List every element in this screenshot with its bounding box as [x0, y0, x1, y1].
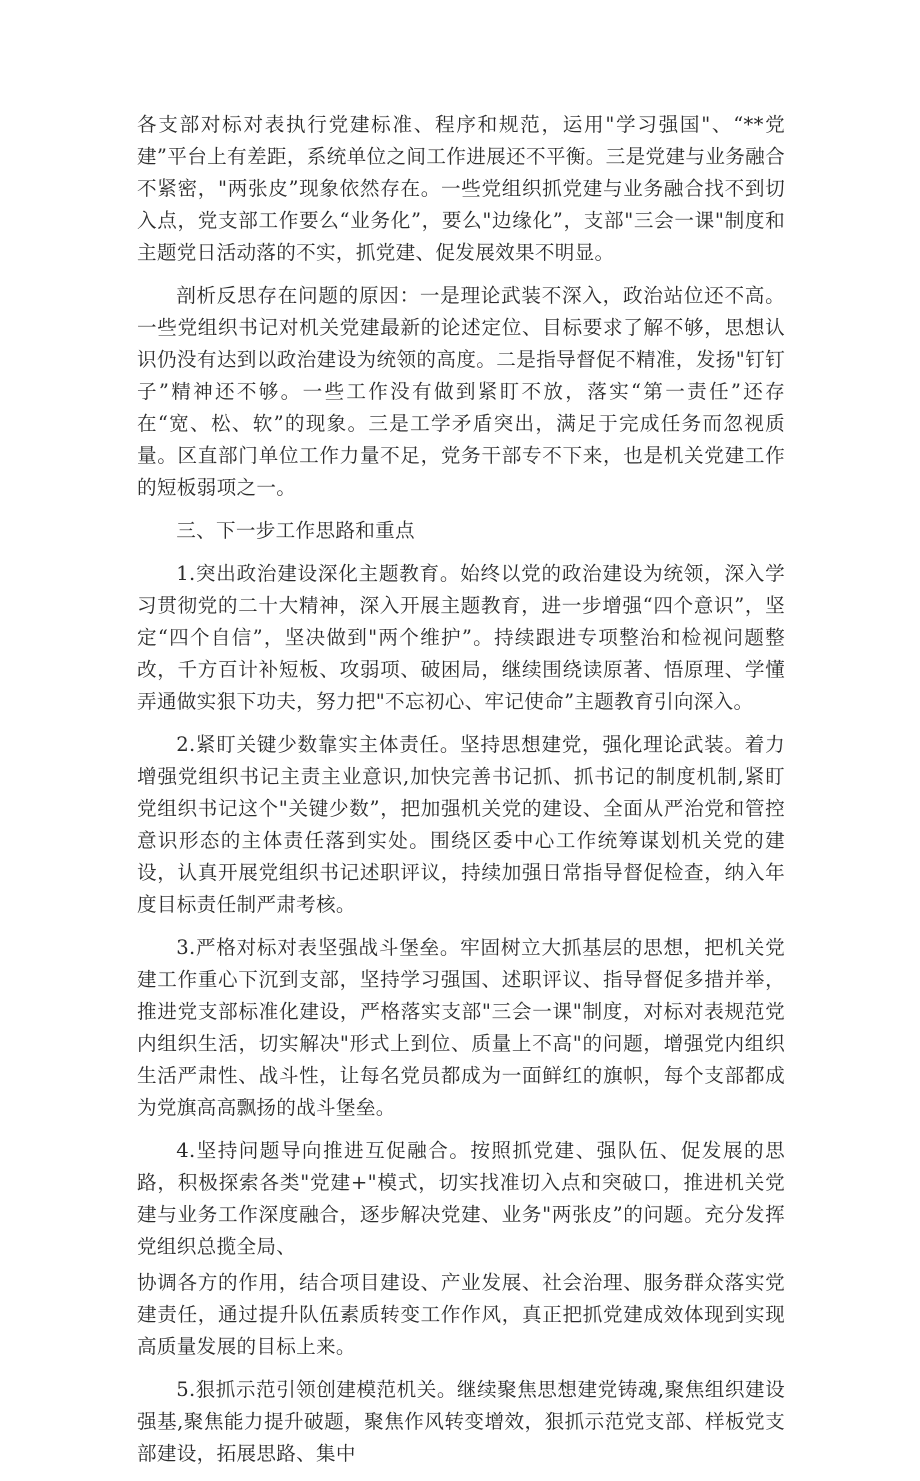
paragraph-cause-analysis: 剖析反思存在问题的原因：一是理论武装不深入，政治站位还不高。一些党组织书记对机关党建最新的论述定位、目标要求了解不够，思想认识仍没有达到以政治建设为统领的高度。二是指导督促不精准，发扬"钉钉子”精神还不够。一些工作没有做到紧盯不放，落实“第一责任”还存在“宽、松、软”的现象。三是工学矛盾突出，满足于完成任务而忽视质量。区直部门单位工作力量不足，党务干部专不下来，也是机关党建工作的短板弱项之一。	[137, 284, 785, 499]
document-body	[137, 109, 785, 1481]
paragraph-item-1-political-building: 1.突出政治建设深化主题教育。始终以党的政治建设为统领，深入学习贯彻党的二十大精神，深入开展主题教育，进一步增强“四个意识”，坚定“四个自信”，坚决做到"两个维护”。持续跟进专项整治和检视问题整改，千方百计补短板、攻弱项、破困局，继续围绕读原著、悟原理、学懂弄通做实狠下功夫，努力把"不忘初心、牢记使命”主题教育引向深入。	[137, 562, 785, 713]
paragraph-item-2-key-minority: 2.紧盯关键少数靠实主体责任。坚持思想建党，强化理论武装。着力增强党组织书记主责主业意识,加快完善书记抓、抓书记的制度机制,紧盯党组织书记这个"关键少数”，把加强机关党的建设、全面从严治党和管控意识形态的主体责任落到实处。围绕区委中心工作统筹谋划机关党的建设，认真开展党组织书记述职评议，持续加强日常指导督促检查，纳入年度目标责任制严肃考核。	[137, 733, 785, 916]
paragraph-branch-standards: 各支部对标对表执行党建标准、程序和规范，运用"学习强国"、“**党建”平台上有差距，系统单位之间工作进展还不平衡。三是党建与业务融合不紧密，"两张皮”现象依然存在。一些党组织抓党建与业务融合找不到切入点，党支部工作要么“业务化”，要么"边缘化”，支部"三会一课"制度和主题党日活动落的不实，抓党建、促发展效果不明显。	[137, 113, 785, 264]
paragraph-item-3-battle-fortress: 3.严格对标对表坚强战斗堡垒。牢固树立大抓基层的思想，把机关党建工作重心下沉到支部，坚持学习强国、述职评议、指导督促多措并举，推进党支部标准化建设，严格落实支部"三会一课"制度，对标对表规范党内组织生活，切实解决"形式上到位、质量上不高"的问题，增强党内组织生活严肃性、战斗性，让每名党员都成为一面鲜红的旗帜，每个支部都成为党旗高高飘扬的战斗堡垒。	[137, 936, 785, 1119]
section-heading-next-steps: 三、下一步工作思路和重点	[176, 519, 415, 542]
paragraph-item-4-continued: 协调各方的作用，结合项目建设、产业发展、社会治理、服务群众落实党建责任，通过提升队伍素质转变工作作风，真正把抓党建成效体现到实现高质量发展的目标上来。	[137, 1271, 785, 1358]
paragraph-item-5-model-organ: 5.狠抓示范引领创建模范机关。继续聚焦思想建党铸魂,聚焦组织建设强基,聚焦能力提升破题，聚焦作风转变增效，狠抓示范党支部、样板党支部建设，拓展思路、集中	[137, 1378, 785, 1465]
paragraph-item-4-problem-oriented: 4.坚持问题导向推进互促融合。按照抓党建、强队伍、促发展的思路，积极探索各类"党建+"模式，切实找准切入点和突破口，推进机关党建与业务工作深度融合，逐步解决党建、业务"两张皮”的问题。充分发挥党组织总揽全局、	[137, 1139, 785, 1258]
